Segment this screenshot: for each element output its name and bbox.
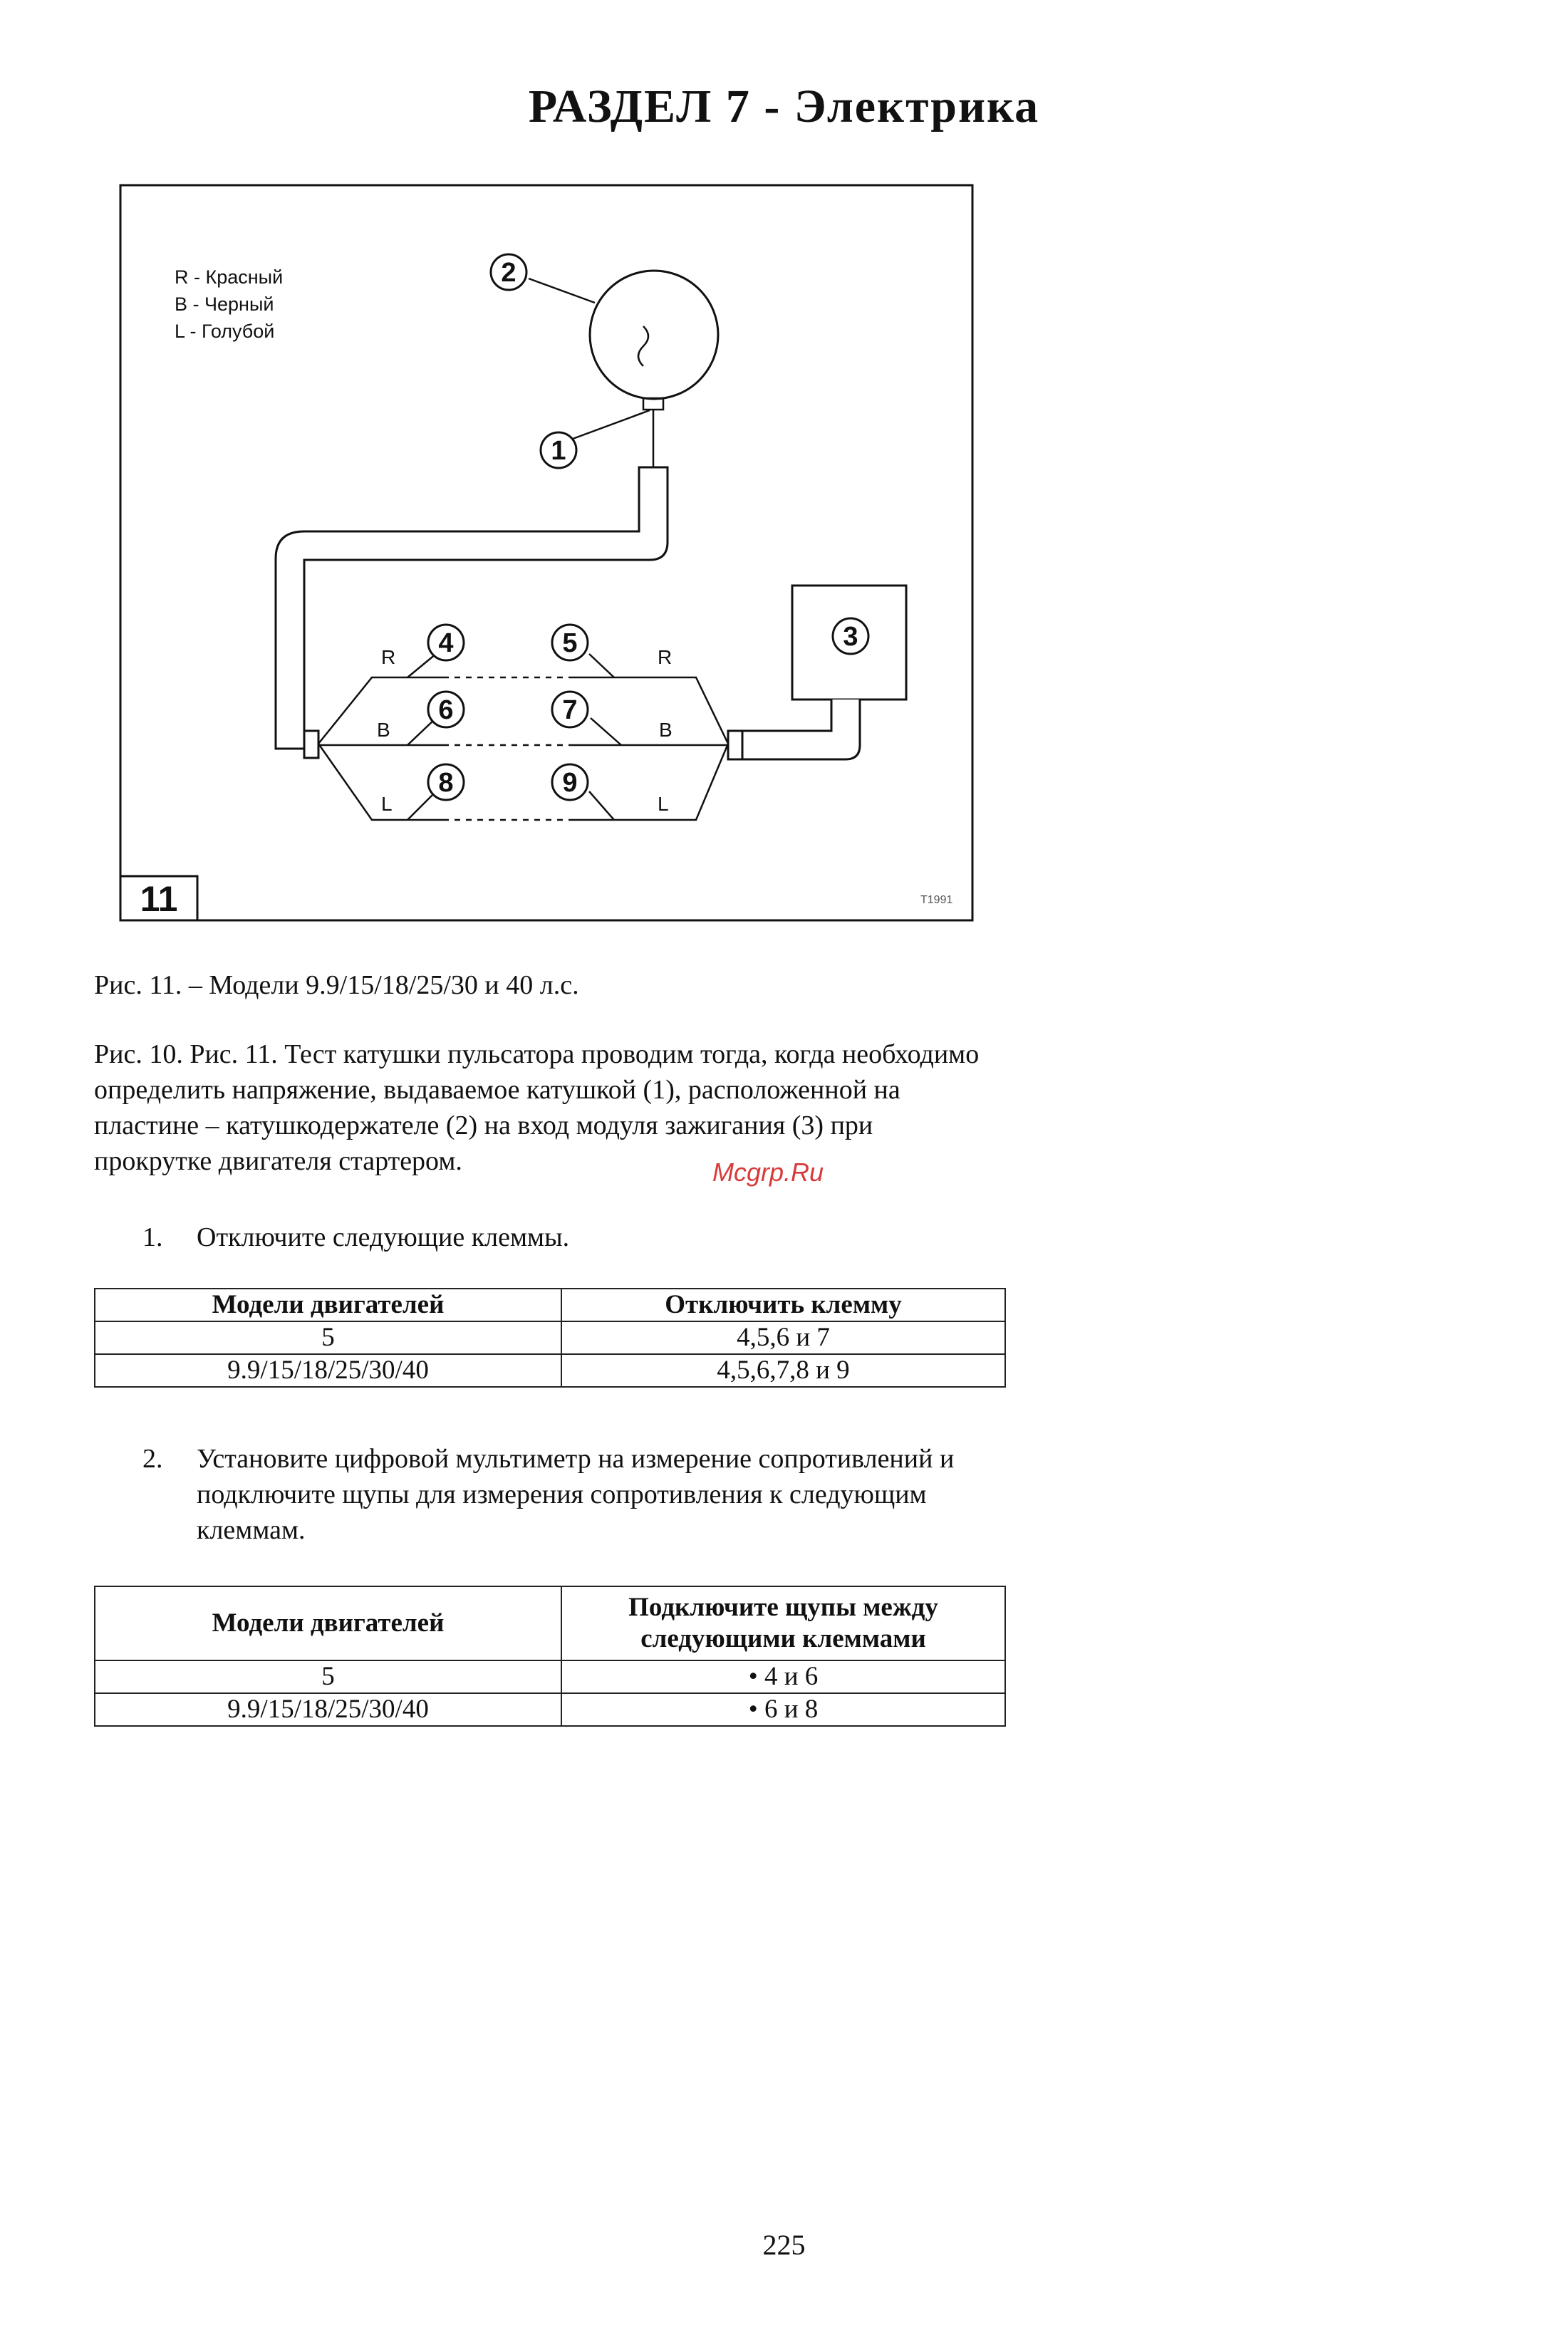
table-cell: 9.9/15/18/25/30/40 xyxy=(95,1693,561,1726)
figure-code: T1991 xyxy=(920,894,953,906)
table-header: Модели двигателей xyxy=(95,1586,561,1660)
table-cell: 4,5,6 и 7 xyxy=(561,1321,1005,1354)
body-paragraph: Рис. 10. Рис. 11. Тест катушки пульсатора проводим тогда, когда необходимо определить напряжение, выдаваемое катушкой (1), расположенной на пластине – катушкодержателе (2) на вход модуля зажигания (3) при прокрутке двигателя стартером. xyxy=(94,1039,980,1176)
callout-2-label: 2 xyxy=(501,258,516,288)
coil-plate-circle xyxy=(590,271,718,399)
page-title: РАЗДЕЛ 7 - Электрика xyxy=(528,80,1040,132)
callout-7-label: 7 xyxy=(562,695,578,725)
legend-blue: L - Голубой xyxy=(175,321,275,342)
table-cell: 9.9/15/18/25/30/40 xyxy=(95,1354,561,1387)
table-row xyxy=(95,1660,1005,1693)
wire-harness-right xyxy=(742,700,860,759)
table-cell: • 6 и 8 xyxy=(561,1693,1005,1726)
legend-black: B - Черный xyxy=(175,293,274,315)
step-number: 2. xyxy=(142,1444,163,1474)
wire-label-l-right: L xyxy=(658,793,669,815)
pulser-coil xyxy=(638,326,648,366)
callout-3-label: 3 xyxy=(843,622,858,652)
table-row xyxy=(95,1693,1005,1726)
table-header: Подключите щупы между следующими клеммами xyxy=(561,1586,1005,1660)
callout-8-label: 8 xyxy=(438,768,454,798)
table-cell: 5 xyxy=(95,1660,561,1693)
wire-label-b-left: B xyxy=(377,719,390,741)
watermark: Mcgrp.Ru xyxy=(712,1158,824,1187)
disconnect-table xyxy=(94,1288,1006,1388)
wiring-diagram-svg xyxy=(119,182,974,923)
callout-1-label: 1 xyxy=(551,436,566,466)
page-number: 225 xyxy=(762,2229,806,2261)
wire-label-b-right: B xyxy=(659,719,673,741)
callout-6-label: 6 xyxy=(438,695,454,725)
table-cell: 4,5,6,7,8 и 9 xyxy=(561,1354,1005,1387)
table-header: Модели двигателей xyxy=(95,1289,561,1321)
table-row xyxy=(95,1354,1005,1387)
callout-5-label: 5 xyxy=(562,628,578,658)
table-cell: 5 xyxy=(95,1321,561,1354)
wire-label-r-right: R xyxy=(658,646,673,668)
wire-label-l-left: L xyxy=(381,793,393,815)
step-number: 1. xyxy=(142,1222,163,1252)
wire-label-r-left: R xyxy=(381,646,396,668)
probe-table xyxy=(94,1586,1006,1727)
table-header: Отключить клемму xyxy=(561,1289,1005,1321)
figure-caption: Рис. 11. – Модели 9.9/15/18/25/30 и 40 л.с. xyxy=(94,970,579,1000)
step-text: Отключите следующие клеммы. xyxy=(197,1222,570,1252)
legend-red: R - Красный xyxy=(175,266,284,288)
wiring-diagram xyxy=(119,182,974,923)
callout-9-label: 9 xyxy=(562,768,578,798)
table-cell: • 4 и 6 xyxy=(561,1660,1005,1693)
callout-4-label: 4 xyxy=(438,628,454,658)
figure-number: 11 xyxy=(140,879,178,919)
step-text: Установите цифровой мультиметр на измерение сопротивлений и подключите щупы для измерения сопротивления к следующим клеммам. xyxy=(197,1444,955,1545)
table-row xyxy=(95,1321,1005,1354)
wire-harness-left xyxy=(276,467,668,749)
